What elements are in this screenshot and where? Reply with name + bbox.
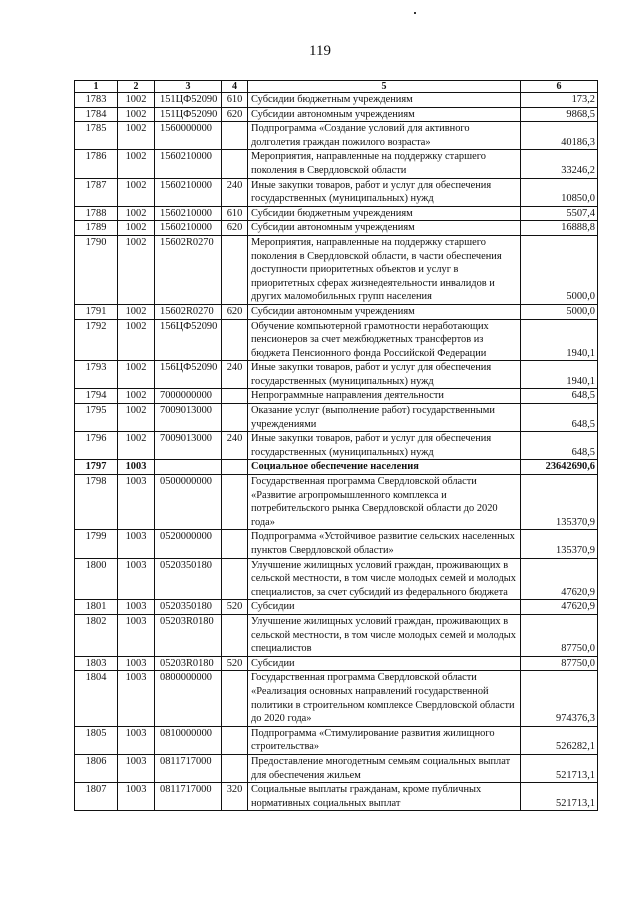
target-code-cell: 0520350180 <box>155 558 222 600</box>
expense-type-cell: 520 <box>222 656 248 671</box>
amount-cell: 974376,3 <box>521 671 598 726</box>
item-name-cell: Субсидии бюджетным учреждениям <box>248 206 521 221</box>
table-body <box>75 93 598 811</box>
row-number-cell: 1790 <box>75 235 118 304</box>
budget-table-container <box>74 80 598 811</box>
item-name-cell: Субсидии бюджетным учреждениям <box>248 93 521 108</box>
target-code-cell: 0811717000 <box>155 754 222 782</box>
section-code-cell: 1002 <box>118 389 155 404</box>
row-number-cell: 1793 <box>75 361 118 389</box>
expense-type-cell: 240 <box>222 432 248 460</box>
table-row <box>75 150 598 178</box>
section-code-cell: 1002 <box>118 235 155 304</box>
amount-cell: 47620,9 <box>521 558 598 600</box>
item-name-cell: Иные закупки товаров, работ и услуг для обеспечения государственных (муниципальных) нужд <box>248 432 521 460</box>
scan-speck <box>414 12 416 14</box>
table-row <box>75 614 598 656</box>
target-code-cell: 0800000000 <box>155 671 222 726</box>
table-row <box>75 558 598 600</box>
amount-cell: 5507,4 <box>521 206 598 221</box>
expense-type-cell <box>222 754 248 782</box>
section-code-cell: 1003 <box>118 671 155 726</box>
target-code-cell: 05203R0180 <box>155 614 222 656</box>
section-code-cell: 1003 <box>118 754 155 782</box>
row-number-cell: 1805 <box>75 726 118 754</box>
section-code-cell: 1003 <box>118 475 155 530</box>
item-name-cell: Иные закупки товаров, работ и услуг для обеспечения государственных (муниципальных) нужд <box>248 361 521 389</box>
amount-cell: 1940,1 <box>521 319 598 361</box>
expense-type-cell: 620 <box>222 304 248 319</box>
amount-cell: 135370,9 <box>521 475 598 530</box>
header-row <box>75 81 598 93</box>
row-number-cell: 1799 <box>75 530 118 558</box>
amount-cell: 23642690,6 <box>521 460 598 475</box>
amount-cell: 40186,3 <box>521 122 598 150</box>
row-number-cell: 1795 <box>75 404 118 432</box>
row-number-cell: 1803 <box>75 656 118 671</box>
row-number-cell: 1802 <box>75 614 118 656</box>
section-code-cell: 1002 <box>118 404 155 432</box>
amount-cell: 521713,1 <box>521 783 598 811</box>
table-row <box>75 319 598 361</box>
item-name-cell: Мероприятия, направленные на поддержку старшего поколения в Свердловской области <box>248 150 521 178</box>
item-name-cell: Подпрограмма «Устойчивое развитие сельских населенных пунктов Свердловской области» <box>248 530 521 558</box>
expense-type-cell <box>222 404 248 432</box>
amount-cell: 33246,2 <box>521 150 598 178</box>
expense-type-cell <box>222 319 248 361</box>
amount-cell: 5000,0 <box>521 304 598 319</box>
section-code-cell: 1003 <box>118 600 155 615</box>
row-number-cell: 1788 <box>75 206 118 221</box>
row-number-cell: 1804 <box>75 671 118 726</box>
table-row <box>75 221 598 236</box>
table-row <box>75 754 598 782</box>
section-code-cell: 1003 <box>118 656 155 671</box>
row-number-cell: 1791 <box>75 304 118 319</box>
target-code-cell: 1560210000 <box>155 206 222 221</box>
expense-type-cell <box>222 389 248 404</box>
row-number-cell: 1800 <box>75 558 118 600</box>
row-number-cell: 1785 <box>75 122 118 150</box>
row-number-cell: 1792 <box>75 319 118 361</box>
section-code-cell: 1002 <box>118 319 155 361</box>
table-row <box>75 671 598 726</box>
expense-type-cell <box>222 726 248 754</box>
section-code-cell: 1002 <box>118 221 155 236</box>
table-row <box>75 389 598 404</box>
target-code-cell: 0811717000 <box>155 783 222 811</box>
budget-table <box>74 80 598 811</box>
expense-type-cell <box>222 475 248 530</box>
item-name-cell: Предоставление многодетным семьям социальных выплат для обеспечения жильем <box>248 754 521 782</box>
expense-type-cell: 320 <box>222 783 248 811</box>
header-col-6: 6 <box>521 81 598 93</box>
amount-cell: 10850,0 <box>521 178 598 206</box>
expense-type-cell <box>222 150 248 178</box>
target-code-cell: 05203R0180 <box>155 656 222 671</box>
item-name-cell: Социальное обеспечение населения <box>248 460 521 475</box>
table-row <box>75 304 598 319</box>
table-row <box>75 178 598 206</box>
row-number-cell: 1806 <box>75 754 118 782</box>
item-name-cell: Оказание услуг (выполнение работ) государственными учреждениями <box>248 404 521 432</box>
amount-cell: 47620,9 <box>521 600 598 615</box>
table-row <box>75 235 598 304</box>
target-code-cell: 1560210000 <box>155 178 222 206</box>
target-code-cell: 0520000000 <box>155 530 222 558</box>
amount-cell: 135370,9 <box>521 530 598 558</box>
target-code-cell: 0810000000 <box>155 726 222 754</box>
table-row <box>75 361 598 389</box>
target-code-cell: 7000000000 <box>155 389 222 404</box>
item-name-cell: Субсидии автономным учреждениям <box>248 107 521 122</box>
row-number-cell: 1807 <box>75 783 118 811</box>
amount-cell: 16888,8 <box>521 221 598 236</box>
item-name-cell: Субсидии <box>248 600 521 615</box>
target-code-cell: 15602R0270 <box>155 235 222 304</box>
expense-type-cell <box>222 235 248 304</box>
expense-type-cell <box>222 460 248 475</box>
table-row <box>75 475 598 530</box>
table-row <box>75 93 598 108</box>
target-code-cell: 0520350180 <box>155 600 222 615</box>
row-number-cell: 1784 <box>75 107 118 122</box>
expense-type-cell <box>222 122 248 150</box>
section-code-cell: 1003 <box>118 614 155 656</box>
target-code-cell: 151ЦФ52090 <box>155 93 222 108</box>
expense-type-cell: 620 <box>222 107 248 122</box>
target-code-cell: 7009013000 <box>155 432 222 460</box>
expense-type-cell: 240 <box>222 178 248 206</box>
section-code-cell: 1003 <box>118 558 155 600</box>
table-row <box>75 432 598 460</box>
target-code-cell: 156ЦФ52090 <box>155 361 222 389</box>
section-code-cell: 1003 <box>118 460 155 475</box>
row-number-cell: 1786 <box>75 150 118 178</box>
section-code-cell: 1002 <box>118 361 155 389</box>
section-code-cell: 1002 <box>118 206 155 221</box>
header-col-4: 4 <box>222 81 248 93</box>
expense-type-cell: 620 <box>222 221 248 236</box>
item-name-cell: Субсидии автономным учреждениям <box>248 304 521 319</box>
item-name-cell: Иные закупки товаров, работ и услуг для обеспечения государственных (муниципальных) нужд <box>248 178 521 206</box>
section-code-cell: 1002 <box>118 178 155 206</box>
expense-type-cell <box>222 614 248 656</box>
table-row <box>75 530 598 558</box>
table-row <box>75 206 598 221</box>
amount-cell: 173,2 <box>521 93 598 108</box>
amount-cell: 87750,0 <box>521 656 598 671</box>
expense-type-cell <box>222 671 248 726</box>
target-code-cell: 151ЦФ52090 <box>155 107 222 122</box>
header-col-2: 2 <box>118 81 155 93</box>
amount-cell: 648,5 <box>521 404 598 432</box>
target-code-cell: 156ЦФ52090 <box>155 319 222 361</box>
row-number-cell: 1787 <box>75 178 118 206</box>
amount-cell: 87750,0 <box>521 614 598 656</box>
amount-cell: 521713,1 <box>521 754 598 782</box>
row-number-cell: 1783 <box>75 93 118 108</box>
target-code-cell: 0500000000 <box>155 475 222 530</box>
table-row <box>75 404 598 432</box>
target-code-cell: 7009013000 <box>155 404 222 432</box>
amount-cell: 1940,1 <box>521 361 598 389</box>
item-name-cell: Социальные выплаты гражданам, кроме публичных нормативных социальных выплат <box>248 783 521 811</box>
table-row <box>75 726 598 754</box>
item-name-cell: Улучшение жилищных условий граждан, проживающих в сельской местности, в том числе молодых семей и молодых специалистов, за счет субсидий из федерального бюджета <box>248 558 521 600</box>
item-name-cell: Непрограммные направления деятельности <box>248 389 521 404</box>
amount-cell: 648,5 <box>521 432 598 460</box>
header-col-1: 1 <box>75 81 118 93</box>
amount-cell: 9868,5 <box>521 107 598 122</box>
section-code-cell: 1002 <box>118 304 155 319</box>
expense-type-cell <box>222 530 248 558</box>
row-number-cell: 1801 <box>75 600 118 615</box>
target-code-cell: 1560000000 <box>155 122 222 150</box>
item-name-cell: Подпрограмма «Стимулирование развития жилищного строительства» <box>248 726 521 754</box>
section-code-cell: 1003 <box>118 783 155 811</box>
row-number-cell: 1798 <box>75 475 118 530</box>
target-code-cell: 15602R0270 <box>155 304 222 319</box>
item-name-cell: Субсидии автономным учреждениям <box>248 221 521 236</box>
section-code-cell: 1002 <box>118 122 155 150</box>
row-number-cell: 1789 <box>75 221 118 236</box>
item-name-cell: Подпрограмма «Создание условий для активного долголетия граждан пожилого возраста» <box>248 122 521 150</box>
page-number: 119 <box>309 43 331 59</box>
section-code-cell: 1002 <box>118 432 155 460</box>
expense-type-cell: 520 <box>222 600 248 615</box>
item-name-cell: Улучшение жилищных условий граждан, проживающих в сельской местности, в том числе молодых семей и молодых специалистов <box>248 614 521 656</box>
target-code-cell: 1560210000 <box>155 150 222 178</box>
amount-cell: 526282,1 <box>521 726 598 754</box>
table-row <box>75 107 598 122</box>
table-row <box>75 600 598 615</box>
item-name-cell: Государственная программа Свердловской области «Реализация основных направлений государственной политики в строительном комплексе Свердловской области до 2020 года» <box>248 671 521 726</box>
table-row <box>75 783 598 811</box>
item-name-cell: Обучение компьютерной грамотности неработающих пенсионеров за счет межбюджетных трансфертов из бюджета Пенсионного фонда Российской Федерации <box>248 319 521 361</box>
item-name-cell: Мероприятия, направленные на поддержку старшего поколения в Свердловской области, в части обеспечения доступности приоритетных объектов и услуг в приоритетных сферах жизнедеятельности инвалидов и других маломобильных групп населения <box>248 235 521 304</box>
header-col-3: 3 <box>155 81 222 93</box>
expense-type-cell: 610 <box>222 206 248 221</box>
target-code-cell <box>155 460 222 475</box>
item-name-cell: Государственная программа Свердловской области «Развитие агропромышленного комплекса и потребительского рынка Свердловской области до 2020 года» <box>248 475 521 530</box>
header-col-5: 5 <box>248 81 521 93</box>
item-name-cell: Субсидии <box>248 656 521 671</box>
section-code-cell: 1002 <box>118 107 155 122</box>
expense-type-cell: 610 <box>222 93 248 108</box>
table-row <box>75 460 598 475</box>
table-row <box>75 656 598 671</box>
section-code-cell: 1003 <box>118 530 155 558</box>
target-code-cell: 1560210000 <box>155 221 222 236</box>
section-code-cell: 1003 <box>118 726 155 754</box>
expense-type-cell: 240 <box>222 361 248 389</box>
row-number-cell: 1797 <box>75 460 118 475</box>
section-code-cell: 1002 <box>118 93 155 108</box>
table-row <box>75 122 598 150</box>
row-number-cell: 1794 <box>75 389 118 404</box>
row-number-cell: 1796 <box>75 432 118 460</box>
amount-cell: 648,5 <box>521 389 598 404</box>
section-code-cell: 1002 <box>118 150 155 178</box>
amount-cell: 5000,0 <box>521 235 598 304</box>
expense-type-cell <box>222 558 248 600</box>
